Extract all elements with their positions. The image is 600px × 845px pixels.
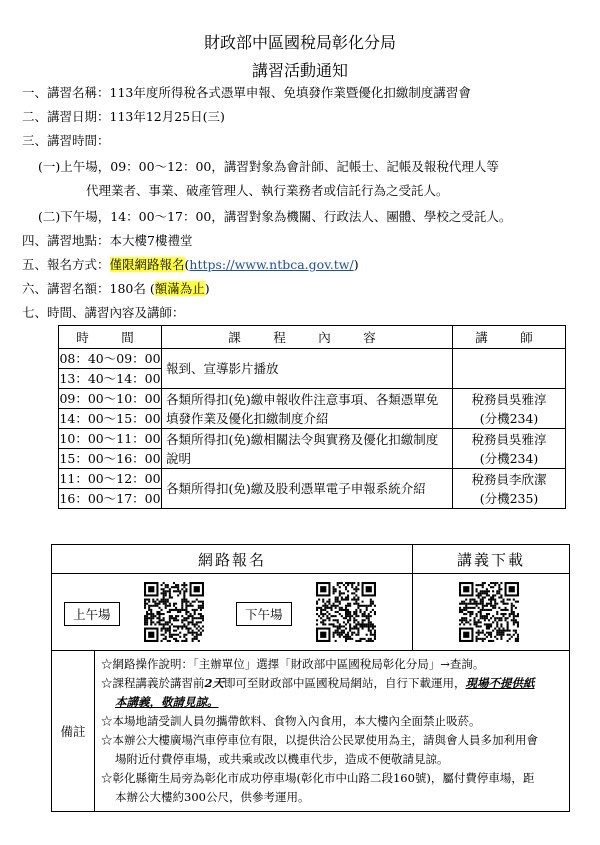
table-row	[59, 349, 566, 389]
handout-download-header: 講義下載	[413, 545, 570, 574]
note-2-pre: ☆課程講義於講習前	[101, 676, 205, 690]
header-time: 時 間	[59, 326, 162, 349]
item-time-pm: (二)下午場，14：00～17：00，講習對象為機關、行政法人、團體、學校之受託人。	[38, 209, 512, 224]
note-5b: 本辦公大樓約300公尺，供參考運用。	[115, 790, 310, 804]
note-4a: ☆本辦公大樓廣場汽車停車位有限，以提供洽公民眾使用為主，請與會人員多加利用會	[101, 733, 538, 747]
item-time-am: (一)上午場，09：00～12：00，講習對象為會計師、記帳士、記帳及報稅代理人等	[38, 159, 499, 174]
signup-prefix: 五、報名方式：	[22, 257, 110, 272]
speaker-cell	[453, 349, 566, 389]
item-schedule-label: 七、時間、講習內容及講師：	[22, 305, 185, 320]
note-4b: 場附近付費停車場，或共乘或改以機車代步，造成不便敬請見諒。	[115, 752, 449, 766]
header-speaker: 講 師	[453, 326, 566, 349]
qr-code-icon[interactable]	[316, 582, 376, 642]
note-5a: ☆彰化縣衛生局旁為彰化市成功停車場(彰化市中山路二段160號)，屬付費停車場，距	[101, 771, 535, 785]
speaker-name: 稅務員李欣潔	[471, 471, 547, 487]
notes-row	[52, 651, 570, 812]
handout-download-cell	[413, 574, 570, 651]
time-am: 11：00～12：00	[59, 471, 161, 486]
item-signup	[22, 256, 359, 274]
item-quota	[22, 280, 210, 298]
am-session-button[interactable]: 上午場	[64, 602, 120, 626]
note-3: ☆本場地請受訓人員勿攜帶飲料、食物入內食用，本大樓內全面禁止吸菸。	[101, 714, 481, 728]
note-2-emph1: 現場不提供紙	[465, 676, 535, 690]
registration-table	[51, 544, 570, 812]
content-cell: 各類所得扣(免)繳及股利憑單電子申報系統介紹	[162, 469, 453, 509]
note-2-cont	[101, 693, 565, 712]
time-cell	[59, 389, 162, 429]
item-time-am-cont: 代理業者、事業、破產管理人、執行業務者或信託行為之受託人。	[86, 183, 449, 198]
signup-paren-close: )	[353, 257, 359, 272]
item-name: 一、講習名稱：113年度所得稅各式憑單申報、免填發作業暨優化扣繳制度講習會	[22, 85, 471, 100]
time-am: 09：00～10：00	[59, 391, 161, 406]
note-1: ☆網路操作說明：「主辦單位」選擇「財政部中區國稅局彰化分局」→查詢。	[101, 657, 485, 671]
page-title: 講習活動通知	[251, 61, 348, 80]
time-am: 10：00～11：00	[59, 431, 161, 446]
note-2	[101, 674, 565, 693]
content-cell: 各類所得扣(免)繳申報收件注意事項、各類憑單免填發作業及優化扣繳制度介紹	[162, 389, 453, 429]
table-row	[59, 469, 566, 509]
time-am: 08：40～09：00	[59, 351, 161, 366]
time-cell	[59, 429, 162, 469]
content-cell: 各類所得扣(免)繳相關法令與實務及優化扣繳制度說明	[162, 429, 453, 469]
quota-prefix: 六、講習名額：180名 (	[22, 281, 155, 296]
time-pm: 16：00～17：00	[59, 488, 161, 508]
org-title: 財政部中區國稅局彰化分局	[203, 33, 396, 52]
schedule-table	[58, 325, 566, 509]
qr-code-icon[interactable]	[144, 582, 204, 642]
online-registration-cell	[52, 574, 413, 651]
time-pm: 15：00～16：00	[59, 448, 161, 468]
speaker-cell	[453, 429, 566, 469]
item-date: 二、講習日期：113年12月25日(三)	[22, 109, 225, 124]
speaker-cell	[453, 469, 566, 509]
table-row	[59, 389, 566, 429]
item-location: 四、講習地點：本大樓7樓禮堂	[22, 233, 193, 248]
speaker-ext: (分機234)	[479, 450, 539, 466]
schedule-header-row	[59, 326, 566, 349]
time-cell	[59, 349, 162, 389]
speaker-ext: (分機234)	[479, 410, 539, 426]
pm-session-button[interactable]: 下午場	[236, 602, 292, 626]
time-pm: 14：00～15：00	[59, 408, 161, 428]
registration-header-row	[52, 545, 570, 574]
qr-row	[52, 574, 570, 651]
speaker-name: 稅務員吳雅淳	[471, 431, 547, 447]
speaker-cell	[453, 389, 566, 429]
signup-highlight: 僅限網路報名	[109, 257, 185, 272]
time-cell	[59, 469, 162, 509]
speaker-ext: (分機235)	[479, 490, 539, 506]
note-2-mid: 即可至財政部中區國稅局網站，自行下載運用，	[224, 676, 466, 690]
note-2-emph2: 本講義，敬請見諒。	[115, 695, 219, 709]
content-cell: 報到、宣導影片播放	[162, 349, 453, 389]
header-content: 課 程 內 容	[162, 326, 453, 349]
time-pm: 13：40～14：00	[59, 368, 161, 388]
notes-label: 備註	[52, 651, 95, 812]
quota-highlight: 額滿為止	[154, 281, 205, 296]
table-row	[59, 429, 566, 469]
notes-cell	[95, 651, 570, 812]
quota-suffix: )	[204, 281, 210, 296]
note-2-days: 2天	[204, 676, 225, 690]
signup-paren-open: (	[184, 257, 190, 272]
qr-code-icon[interactable]	[459, 582, 519, 642]
item-time-label: 三、講習時間：	[22, 133, 110, 148]
online-registration-header: 網路報名	[52, 545, 413, 574]
signup-link[interactable]: https://www.ntbca.gov.tw/	[189, 257, 354, 272]
speaker-name: 稅務員吳雅淳	[471, 391, 547, 407]
